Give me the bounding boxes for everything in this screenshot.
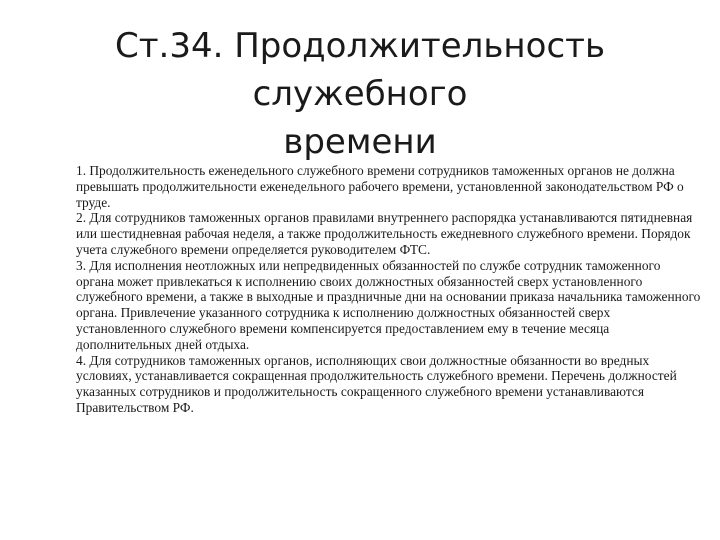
title-line-2: времени: [283, 122, 437, 162]
article-text: [76, 163, 701, 416]
paragraph-2: 2. Для сотрудников таможенных органов правилами внутреннего распорядка устанавливаются пятидневная или шестидневная рабочая неделя, а также продолжительность ежедневного служебного времени. Порядок учета служебного времени определяется руководителем ФТС.: [76, 210, 693, 257]
paragraph-1: 1. Продолжительность еженедельного служебного времени сотрудников таможенных органов не должна превышать продолжительности еженедельного рабочего времени, установленной законодательством РФ о труде.: [76, 163, 684, 210]
paragraph-4: 4. Для сотрудников таможенных органов, исполняющих свои должностные обязанности во вредных условиях, устанавливается сокращенная продолжительность служебного времени. Перечень должностей указанных сотрудников и продолжительность сокращенного служебного времени устанавливаются Правительством РФ.: [76, 352, 677, 415]
paragraph-3: 3. Для исполнения неотложных или непредвиденных обязанностей по службе сотрудник таможенного органа может привлекаться к исполнению своих должностных обязанностей сверх установленного служебного времени, а также в выходные и праздничные дни на основании приказа начальника таможенного органа. Привлечение указанного сотрудника к исполнению должностных обязанностей сверх установленного служебного времени компенсируется предоставлением ему в течение месяца дополнительных дней отдыха.: [76, 257, 701, 352]
slide-title: [10, 22, 710, 166]
title-line-1: Ст.34. Продолжительность служебного: [114, 26, 605, 114]
